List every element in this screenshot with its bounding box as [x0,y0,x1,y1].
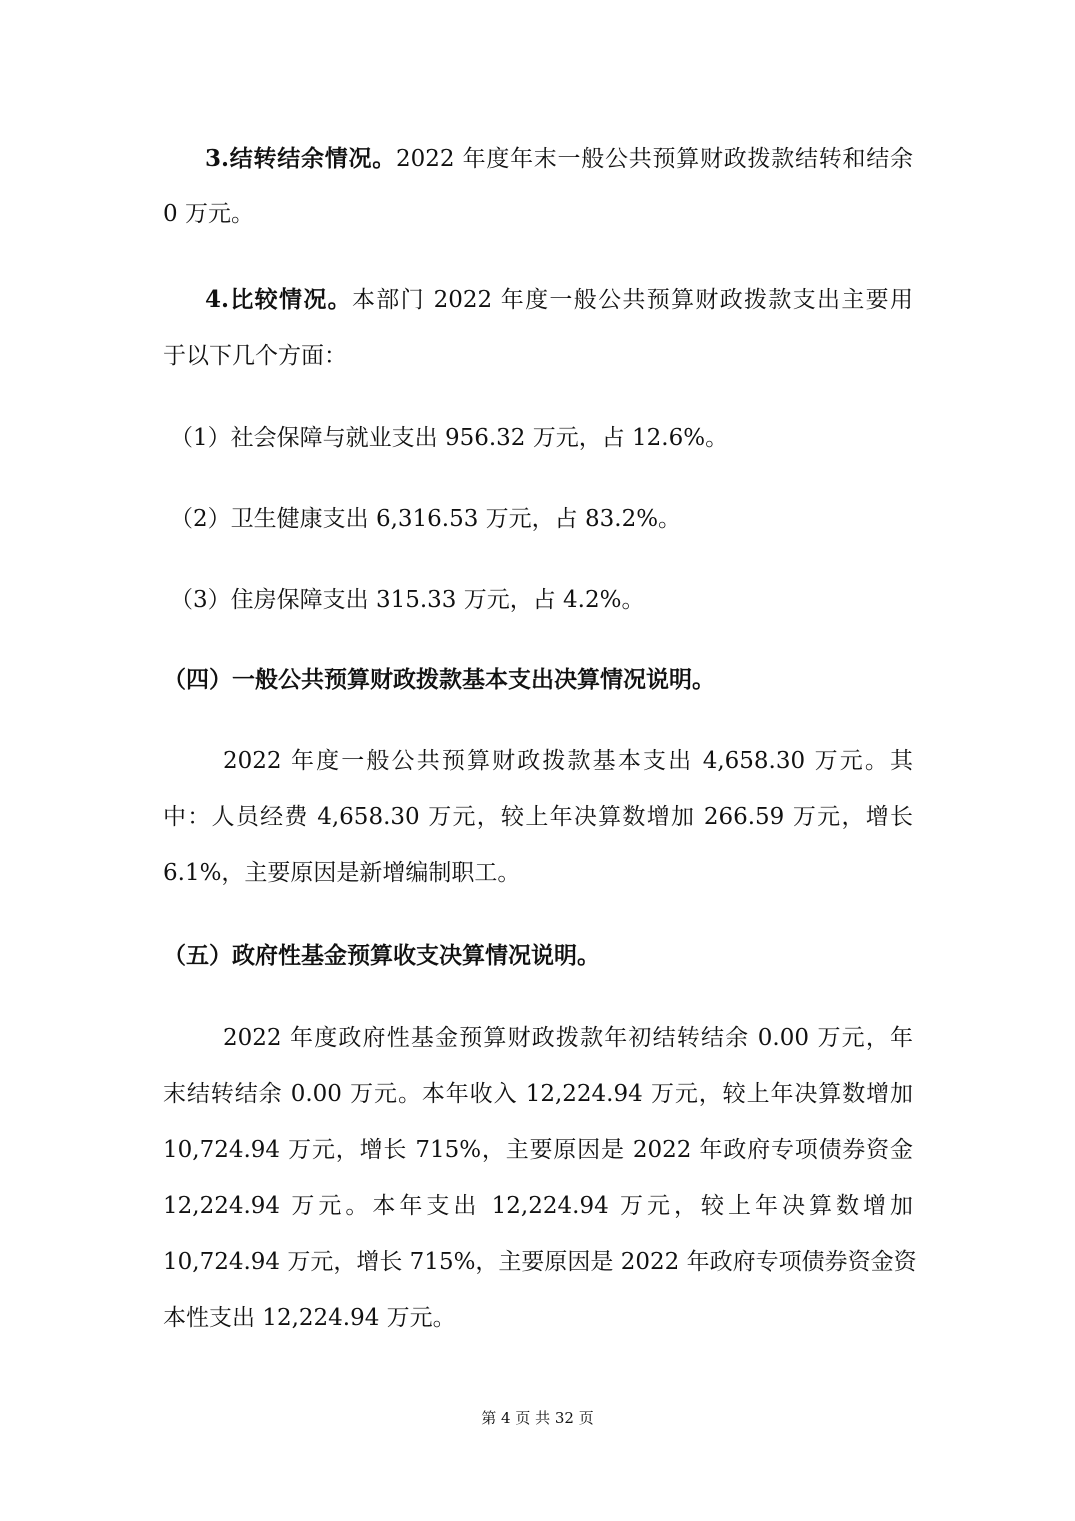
part-5-line-5: 10,724.94 万元，增长 715%，主要原因是 2022 年政府专项债券资金资 [163,1249,917,1275]
part-5-line-3: 10,724.94 万元，增长 715%，主要原因是 2022 年政府专项债券资金 [163,1137,913,1163]
section-3-text: 2022 年度年末一般公共预算财政拨款结转和结余 [395,146,913,172]
section-3-line-2: 0 万元。 [163,201,254,227]
part-5-line-1: 2022 年度政府性基金预算财政拨款年初结转结余 0.00 万元，年 [223,1025,913,1051]
part-5-line-2: 末结转结余 0.00 万元。本年收入 12,224.94 万元，较上年决算数增加 [163,1081,913,1107]
part-4-line-3: 6.1%，主要原因是新增编制职工。 [163,860,521,886]
list-item-1: （1）社会保障与就业支出 956.32 万元，占 12.6%。 [170,425,729,451]
section-4-text: 本部门 2022 年度一般公共预算财政拨款支出主要用 [351,287,914,313]
section-4-line-1 [205,284,913,316]
part-5-heading: （五）政府性基金预算收支决算情况说明。 [163,942,600,969]
part-5-line-6: 本性支出 12,224.94 万元。 [163,1305,456,1331]
list-item-3: （3）住房保障支出 315.33 万元，占 4.2%。 [170,587,645,613]
page-number: 第 4 页 共 32 页 [481,1409,594,1427]
list-item-2: （2）卫生健康支出 6,316.53 万元，占 83.2%。 [170,506,682,532]
section-3-line-1 [205,143,913,175]
section-4-heading: 4.比较情况。 [205,286,352,313]
part-4-heading: （四）一般公共预算财政拨款基本支出决算情况说明。 [163,666,715,693]
part-4-line-2: 中：人员经费 4,658.30 万元，较上年决算数增加 266.59 万元，增长 [163,804,913,830]
section-3-heading: 3.结转结余情况。 [205,145,396,172]
part-4-line-1: 2022 年度一般公共预算财政拨款基本支出 4,658.30 万元。其 [223,748,913,774]
part-5-line-4: 12,224.94 万元。本年支出 12,224.94 万元，较上年决算数增加 [163,1193,913,1219]
section-4-line-2: 于以下几个方面： [163,343,347,369]
